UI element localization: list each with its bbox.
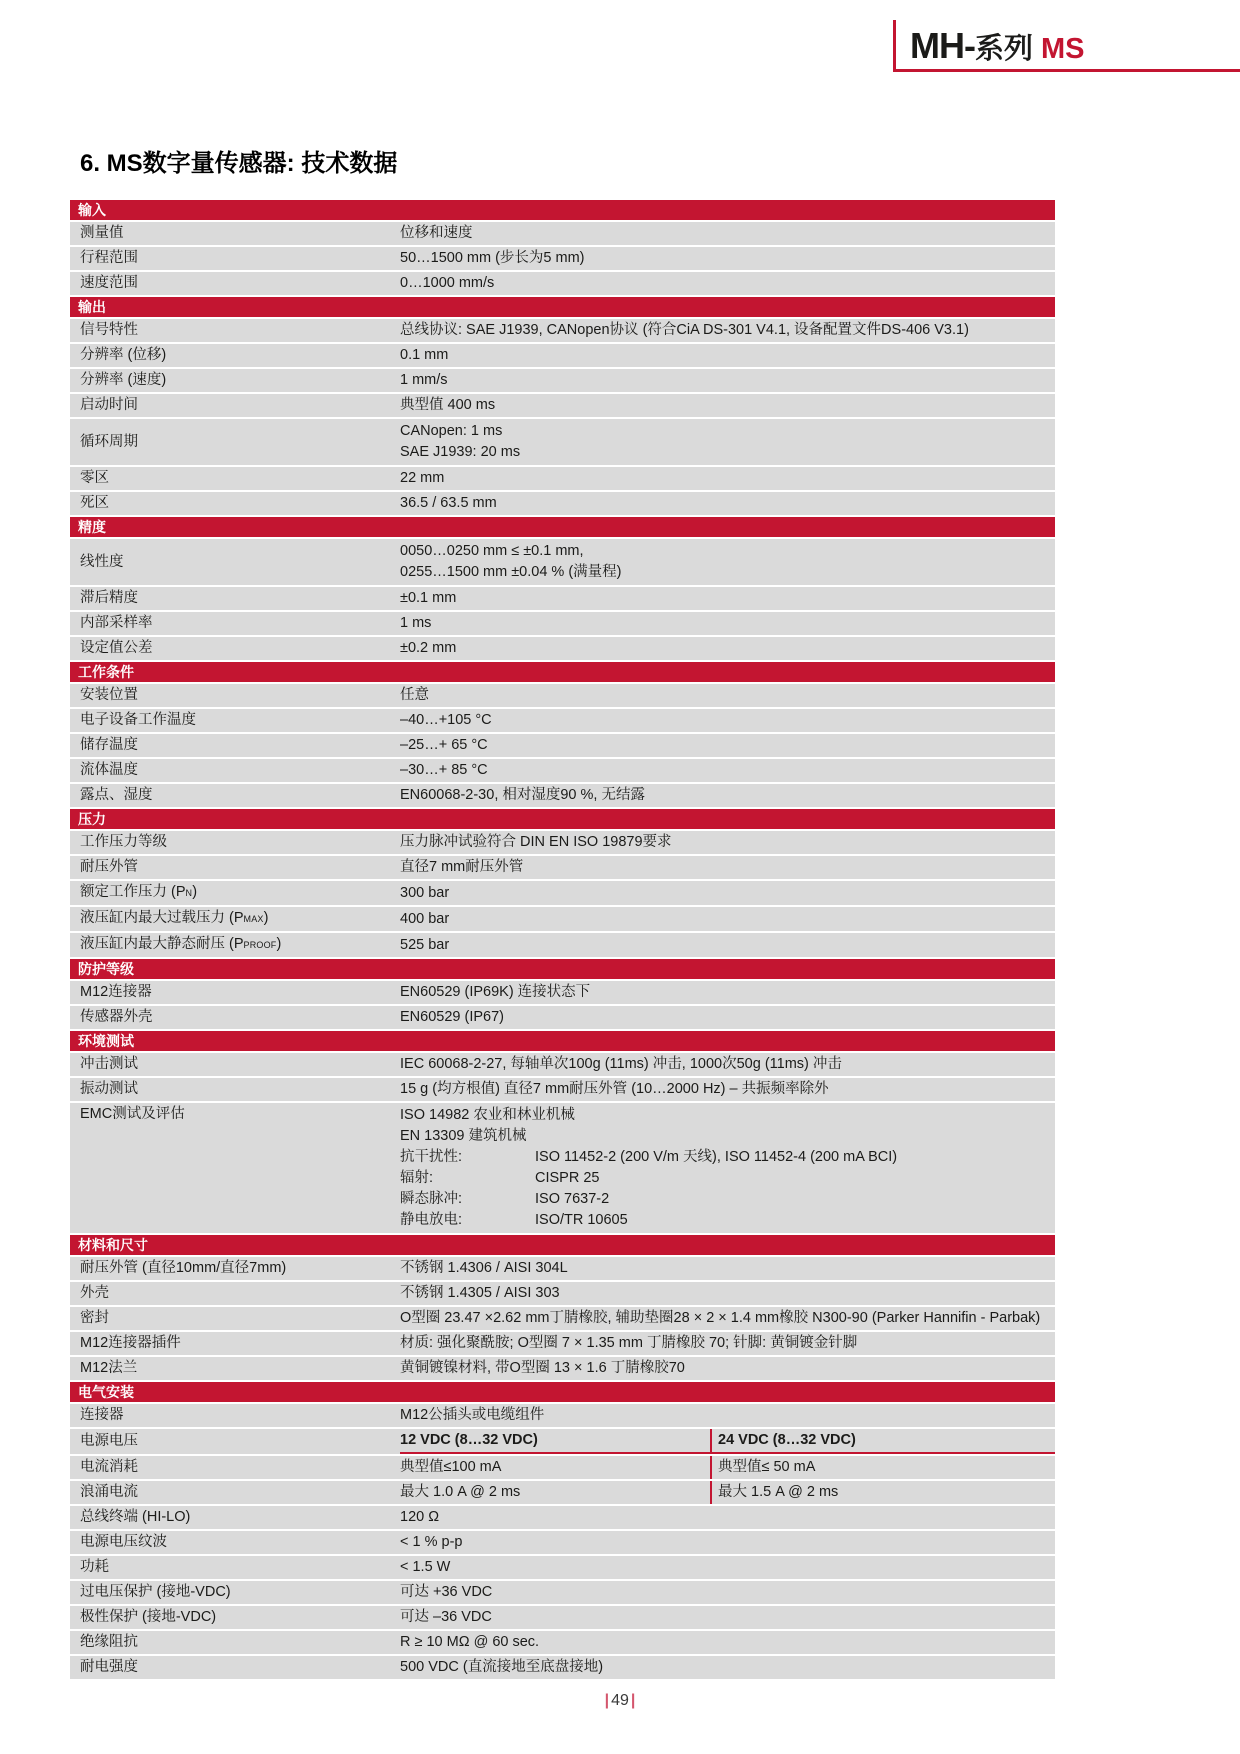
footer-bar-right: | <box>630 1692 636 1709</box>
spec-row <box>70 784 1055 807</box>
spec-value: –30…+ 85 °C <box>400 762 488 778</box>
spec-row <box>70 1581 1055 1604</box>
spec-row <box>70 1429 1055 1454</box>
spec-value: 50…1500 mm (步长为5 mm) <box>400 250 585 266</box>
spec-value: < 1 % p-p <box>400 1534 463 1550</box>
spec-label: M12法兰 <box>80 1360 138 1376</box>
spec-row <box>70 344 1055 367</box>
spec-value: 300 bar <box>400 884 450 901</box>
spec-value-line: ISO 14982 农业和林业机械 <box>400 1107 575 1123</box>
spec-row <box>70 907 1055 931</box>
spec-row <box>70 1053 1055 1076</box>
spec-label: 行程范围 <box>80 250 138 266</box>
spec-label: 电流消耗 <box>80 1459 138 1475</box>
spec-label: 启动时间 <box>80 397 138 413</box>
spec-row <box>70 1556 1055 1579</box>
spec-value: 1 mm/s <box>400 372 448 388</box>
spec-subvalue: ISO 7637-2 <box>535 1191 610 1207</box>
spec-subkey: 抗干扰性: <box>400 1149 463 1165</box>
spec-value: 典型值 400 ms <box>400 397 496 413</box>
spec-label: 滞后精度 <box>80 590 138 606</box>
spec-row <box>70 734 1055 757</box>
spec-subkey: 辐射: <box>400 1170 434 1186</box>
spec-label: 浪涌电流 <box>80 1484 138 1500</box>
spec-label: 速度范围 <box>80 275 138 291</box>
spec-row <box>70 587 1055 610</box>
page-footer <box>0 1692 1240 1710</box>
spec-label: 安装位置 <box>80 687 138 703</box>
spec-value: 直径7 mm耐压外管 <box>400 859 524 875</box>
spec-row <box>70 637 1055 660</box>
spec-table <box>70 200 1055 1681</box>
spec-row <box>70 1456 1055 1479</box>
spec-value: M12公插头或电缆组件 <box>400 1407 545 1423</box>
spec-label: 极性保护 (接地-VDC) <box>80 1609 217 1625</box>
spec-value: 120 Ω <box>400 1509 440 1525</box>
spec-row <box>70 709 1055 732</box>
spec-row <box>70 539 1055 585</box>
spec-label: 外壳 <box>80 1285 109 1301</box>
spec-row <box>70 684 1055 707</box>
spec-label: 耐压外管 <box>80 859 138 875</box>
spec-row <box>70 1506 1055 1529</box>
spec-label: 储存温度 <box>80 737 138 753</box>
spec-value-line <box>400 1210 1047 1231</box>
spec-subvalue: ISO 11452-2 (200 V/m 天线), ISO 11452-4 (200 mA BCI) <box>535 1149 898 1165</box>
section-header: 精度 <box>70 517 1055 537</box>
spec-row <box>70 1307 1055 1330</box>
spec-value: O型圈 23.47 ×2.62 mm丁腈橡胶, 辅助垫圈28 × 2 × 1.4 mm橡胶 N300-90 (Parker Hannifin - Parbak) <box>400 1310 1041 1326</box>
spec-label: 密封 <box>80 1310 109 1326</box>
spec-row <box>70 1006 1055 1029</box>
section-header: 防护等级 <box>70 959 1055 979</box>
section-header: 压力 <box>70 809 1055 829</box>
spec-label: 分辨率 (速度) <box>80 372 167 388</box>
spec-row <box>70 222 1055 245</box>
spec-label: 耐电强度 <box>80 1659 138 1675</box>
spec-label: 耐压外管 (直径10mm/直径7mm) <box>80 1260 287 1276</box>
spec-value-col1: 典型值≤100 mA <box>400 1456 712 1479</box>
spec-value: EN60529 (IP67) <box>400 1009 504 1025</box>
spec-label: 电子设备工作温度 <box>80 712 196 728</box>
spec-value: 400 bar <box>400 910 450 927</box>
series-model-label: MH- <box>910 25 975 66</box>
spec-row <box>70 856 1055 879</box>
spec-value: 材质: 强化聚酰胺; O型圈 7 × 1.35 mm 丁腈橡胶 70; 针脚: 黄铜镀金针脚 <box>400 1335 858 1351</box>
spec-value: 不锈钢 1.4305 / AISI 303 <box>400 1285 560 1301</box>
spec-row <box>70 394 1055 417</box>
spec-label: 工作压力等级 <box>80 834 167 850</box>
spec-value-line: 0255…1500 mm ±0.04 % (满量程) <box>400 564 622 580</box>
spec-row <box>70 1257 1055 1280</box>
spec-row <box>70 1404 1055 1427</box>
section-header: 材料和尺寸 <box>70 1235 1055 1255</box>
spec-value: 22 mm <box>400 470 445 486</box>
spec-subkey: 静电放电: <box>400 1212 463 1228</box>
series-variant-label: MS <box>1041 32 1085 65</box>
spec-row <box>70 1282 1055 1305</box>
spec-subvalue: ISO/TR 10605 <box>535 1212 628 1228</box>
spec-label: 电源电压纹波 <box>80 1534 167 1550</box>
spec-label: M12连接器 <box>80 984 152 1000</box>
spec-label: 死区 <box>80 495 109 511</box>
spec-row <box>70 1606 1055 1629</box>
spec-label: 液压缸内最大过载压力 (PMAX) <box>80 910 269 926</box>
spec-value: IEC 60068-2-27, 每轴单次100g (11ms) 冲击, 1000次50g (11ms) 冲击 <box>400 1056 842 1072</box>
spec-value-col1: 12 VDC (8…32 VDC) <box>400 1429 712 1452</box>
spec-value-line: SAE J1939: 20 ms <box>400 444 521 460</box>
spec-label: M12连接器插件 <box>80 1335 181 1351</box>
spec-value: 15 g (均方根值) 直径7 mm耐压外管 (10…2000 Hz) – 共振频率除外 <box>400 1081 829 1097</box>
spec-label: 总线终端 (HI-LO) <box>80 1509 191 1525</box>
spec-row <box>70 492 1055 515</box>
spec-row <box>70 419 1055 465</box>
spec-row <box>70 467 1055 490</box>
footer-bar-left: | <box>604 1692 610 1709</box>
spec-row <box>70 1481 1055 1504</box>
spec-value-col2: 24 VDC (8…32 VDC) <box>718 1432 856 1448</box>
spec-row <box>70 831 1055 854</box>
spec-subkey: 瞬态脉冲: <box>400 1191 463 1207</box>
spec-row <box>70 933 1055 957</box>
section-header: 输入 <box>70 200 1055 220</box>
spec-row <box>70 272 1055 295</box>
spec-value: –40…+105 °C <box>400 712 492 728</box>
spec-row <box>70 1357 1055 1380</box>
spec-label: 设定值公差 <box>80 640 153 656</box>
spec-value: 0.1 mm <box>400 347 449 363</box>
section-header: 电气安装 <box>70 1382 1055 1402</box>
spec-row <box>70 1103 1055 1233</box>
spec-value-line <box>400 1168 1047 1189</box>
spec-value-col2: 典型值≤ 50 mA <box>718 1459 816 1475</box>
section-header: 工作条件 <box>70 662 1055 682</box>
spec-value: 位移和速度 <box>400 225 473 241</box>
spec-row <box>70 1078 1055 1101</box>
spec-value-col2: 最大 1.5 A @ 2 ms <box>718 1484 839 1500</box>
spec-label: EMC测试及评估 <box>80 1106 185 1122</box>
spec-row <box>70 319 1055 342</box>
spec-label: 流体温度 <box>80 762 138 778</box>
spec-label: 电源电压 <box>80 1433 138 1449</box>
spec-value-split <box>400 1456 1055 1479</box>
spec-row <box>70 612 1055 635</box>
spec-subvalue: CISPR 25 <box>535 1170 600 1186</box>
spec-row <box>70 981 1055 1004</box>
spec-label: 露点、湿度 <box>80 787 153 803</box>
spec-value-line: 0050…0250 mm ≤ ±0.1 mm, <box>400 543 584 559</box>
spec-label: 额定工作压力 (PN) <box>80 884 198 900</box>
spec-value-line: EN 13309 建筑机械 <box>400 1128 527 1144</box>
spec-label: 液压缸内最大静态耐压 (PPROOF) <box>80 936 282 952</box>
spec-label: 振动测试 <box>80 1081 138 1097</box>
spec-value: 不锈钢 1.4306 / AISI 304L <box>400 1260 568 1276</box>
spec-value: 任意 <box>400 687 429 703</box>
spec-label: 绝缘阻抗 <box>80 1634 138 1650</box>
spec-row <box>70 1531 1055 1554</box>
spec-value: 总线协议: SAE J1939, CANopen协议 (符合CiA DS-301 V4.1, 设备配置文件DS-406 V3.1) <box>400 322 969 338</box>
spec-value: EN60529 (IP69K) 连接状态下 <box>400 984 591 1000</box>
spec-label: 信号特性 <box>80 322 138 338</box>
spec-label: 传感器外壳 <box>80 1009 153 1025</box>
spec-value-line <box>400 1189 1047 1210</box>
spec-value: 可达 +36 VDC <box>400 1584 493 1600</box>
spec-value-line <box>400 1147 1047 1168</box>
spec-value: R ≥ 10 MΩ @ 60 sec. <box>400 1634 540 1650</box>
spec-row <box>70 881 1055 905</box>
spec-label: 过电压保护 (接地-VDC) <box>80 1584 231 1600</box>
spec-value: 1 ms <box>400 615 432 631</box>
spec-value: 500 VDC (直流接地至底盘接地) <box>400 1659 604 1675</box>
spec-value: 可达 –36 VDC <box>400 1609 492 1625</box>
spec-value: 黄铜镀镍材料, 带O型圈 13 × 1.6 丁腈橡胶70 <box>400 1360 685 1376</box>
spec-value-col1: 最大 1.0 A @ 2 ms <box>400 1481 712 1504</box>
spec-value: 压力脉冲试验符合 DIN EN ISO 19879要求 <box>400 834 672 850</box>
page-number: 49 <box>611 1692 629 1709</box>
spec-row <box>70 759 1055 782</box>
spec-row <box>70 1631 1055 1654</box>
spec-label: 循环周期 <box>80 433 138 450</box>
spec-label: 冲击测试 <box>80 1056 138 1072</box>
section-header: 输出 <box>70 297 1055 317</box>
section-header: 环境测试 <box>70 1031 1055 1051</box>
spec-value <box>400 419 1055 465</box>
spec-label: 功耗 <box>80 1559 109 1575</box>
series-cn-label: 系列 <box>974 32 1033 65</box>
spec-value: 525 bar <box>400 936 450 953</box>
spec-label: 连接器 <box>80 1407 124 1423</box>
spec-row <box>70 1332 1055 1355</box>
series-header <box>893 20 1240 72</box>
spec-label: 分辨率 (位移) <box>80 347 167 363</box>
spec-label: 内部采样率 <box>80 615 153 631</box>
spec-row <box>70 247 1055 270</box>
spec-row <box>70 1656 1055 1679</box>
spec-row <box>70 369 1055 392</box>
spec-value: ±0.1 mm <box>400 590 457 606</box>
spec-value <box>400 539 1055 585</box>
spec-value-split <box>400 1481 1055 1504</box>
spec-value: ±0.2 mm <box>400 640 457 656</box>
spec-label: 测量值 <box>80 225 124 241</box>
spec-value: 36.5 / 63.5 mm <box>400 495 497 511</box>
page-title: 6. MS数字量传感器: 技术数据 <box>80 150 398 177</box>
spec-value: < 1.5 W <box>400 1559 451 1575</box>
spec-label: 线性度 <box>80 553 124 570</box>
spec-value: –25…+ 65 °C <box>400 737 488 753</box>
spec-value-split <box>400 1429 1055 1454</box>
spec-value <box>400 1103 1055 1233</box>
spec-value-line: CANopen: 1 ms <box>400 423 503 439</box>
spec-value: 0…1000 mm/s <box>400 275 495 291</box>
spec-label: 零区 <box>80 470 109 486</box>
spec-value: EN60068-2-30, 相对湿度90 %, 无结露 <box>400 787 645 803</box>
